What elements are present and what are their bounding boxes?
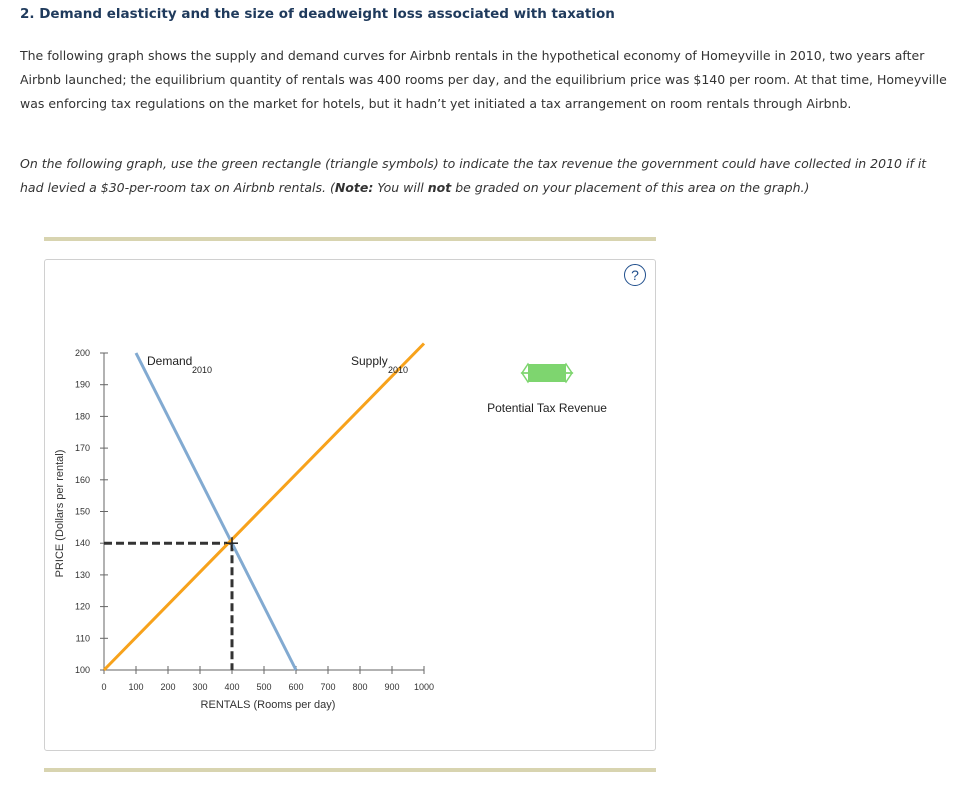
y-tick-label: 170 bbox=[74, 443, 90, 454]
demand-curve bbox=[136, 353, 296, 670]
not-emphasis: not bbox=[427, 180, 452, 195]
x-tick-label: 1000 bbox=[413, 682, 435, 692]
x-tick-label: 600 bbox=[288, 682, 304, 692]
x-tick-label: 100 bbox=[128, 682, 144, 692]
note-label: Note: bbox=[334, 180, 374, 195]
intro-paragraph: The following graph shows the supply and demand curves for Airbnb rentals in the hypothetical economy of Homeyville in 2010, two years after Airbnb launched; the equilibrium quantity of rentals was 400 rooms per day, and the equilibrium price was $140 per room. At that time, Homeyville was enforcing tax regulations on the market for hotels, but it hadn’t yet initiated a tax arrangement on room rentals through Airbnb. bbox=[20, 48, 947, 111]
help-icon[interactable]: ? bbox=[624, 264, 646, 286]
axes bbox=[54, 348, 434, 711]
instruction-text-2: You will bbox=[373, 180, 428, 195]
curves bbox=[104, 343, 424, 670]
x-tick-label: 200 bbox=[160, 682, 176, 692]
y-tick-label: 190 bbox=[74, 379, 90, 390]
y-tick-label: 110 bbox=[75, 633, 90, 644]
supply-curve bbox=[104, 343, 424, 670]
bottom-divider bbox=[44, 768, 656, 772]
demand-label-subscript: 2010 bbox=[192, 365, 213, 375]
question-title: 2. Demand elasticity and the size of deadweight loss associated with taxation bbox=[20, 6, 615, 22]
x-tick-label: 500 bbox=[256, 682, 272, 692]
x-tick-label: 800 bbox=[352, 682, 368, 692]
y-tick-label: 130 bbox=[74, 569, 90, 580]
y-tick-label: 200 bbox=[74, 348, 90, 358]
legend[interactable] bbox=[487, 364, 607, 415]
y-axis-label: PRICE (Dollars per rental) bbox=[54, 449, 66, 578]
y-tick-label: 160 bbox=[74, 474, 90, 485]
y-tick-label: 100 bbox=[74, 665, 90, 675]
supply-label-subscript: 2010 bbox=[388, 365, 409, 375]
instruction-text-1: On the following graph, use the green rectangle (triangle symbols) to indicate the tax revenue the government could have collected in 2010 if it had levied a $30-per-room tax on Airbnb rentals. ( bbox=[20, 156, 927, 195]
x-tick-label: 900 bbox=[384, 682, 400, 692]
x-tick-label: 0 bbox=[101, 682, 107, 692]
instruction-text-3: be graded on your placement of this area on the graph.) bbox=[451, 180, 810, 195]
y-tick-label: 150 bbox=[74, 506, 90, 517]
x-axis-label: RENTALS (Rooms per day) bbox=[200, 699, 336, 711]
y-tick-label: 120 bbox=[74, 601, 90, 612]
y-tick-label: 180 bbox=[74, 411, 90, 422]
x-tick-label: 400 bbox=[224, 682, 240, 692]
supply-label: Supply bbox=[351, 354, 388, 368]
x-tick-label: 300 bbox=[192, 682, 208, 692]
legend-label: Potential Tax Revenue bbox=[487, 401, 607, 415]
legend-green-rectangle[interactable] bbox=[528, 364, 566, 382]
y-tick-label: 140 bbox=[74, 538, 90, 549]
demand-label: Demand bbox=[147, 354, 193, 368]
x-tick-label: 700 bbox=[320, 682, 336, 692]
